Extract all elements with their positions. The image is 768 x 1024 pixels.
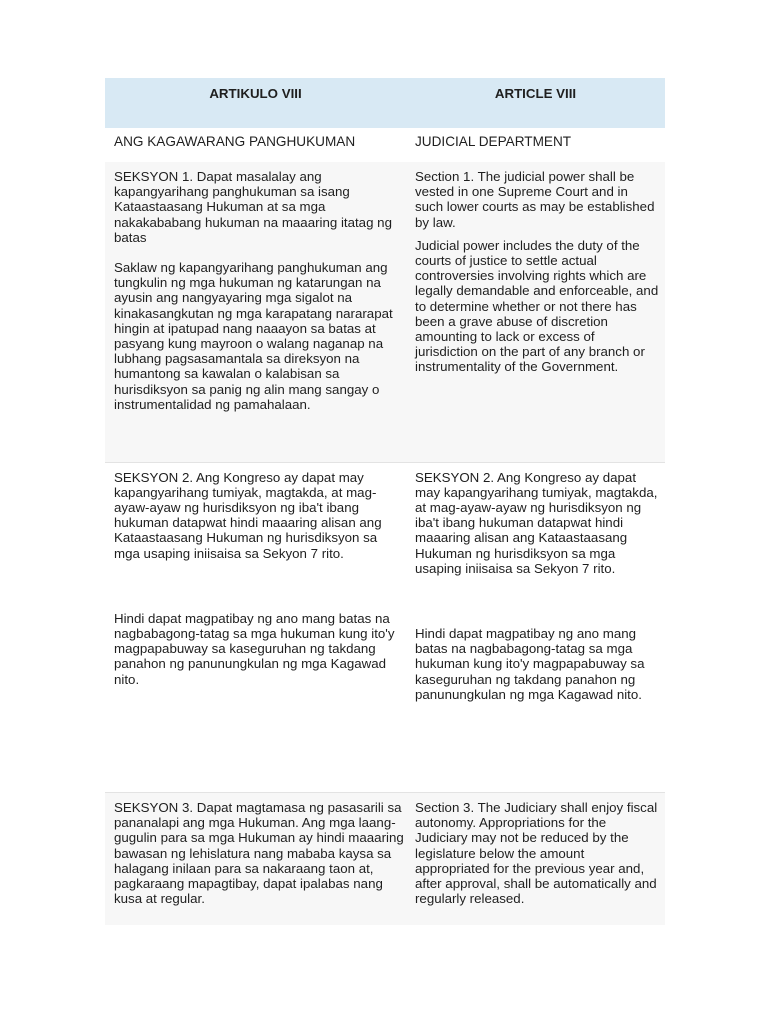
section-3-left: SEKSYON 3. Dapat magtamasa ng pasasarili sa pananalapi ang mga Hukuman. Ang mga laang-gugulin para sa mga Hukuman ay hindi maaaring bawasan ng lehislatura nang mababa kaysa sa halagang inilaan para sa nakaraang taon at, pagkaraang mapagtibay, dapat ipalabas nang kusa at regular. xyxy=(105,793,406,925)
section-2-row xyxy=(105,463,665,793)
section-2-right xyxy=(406,463,665,793)
section-2-right-para-1: SEKSYON 2. Ang Kongreso ay dapat may kapangyarihang tumiyak, magtakda, at mag-ayaw-ayaw ng hurisdiksyon ng iba't ibang hukuman datapwat hindi maaaring alisan ang Kataastaasang Hukuman ng hurisdiksyon sa mga usaping iniisaisa sa Sekyon 7 rito. xyxy=(415,469,658,576)
section-3-row xyxy=(105,793,665,925)
section-2-left xyxy=(105,463,406,793)
section-1-left-para-1: SEKSYON 1. Dapat masalalay ang kapangyarihang panghukuman sa isang Kataastaasang Hukuman at sa mga nakakababang hukuman na maaaring itatag ng batas xyxy=(114,169,392,245)
section-2-left-para-2: Hindi dapat magpatibay ng ano mang batas na nagbabagong-tatag sa mga hukuman kung ito'y magpapabuway sa kaseguruhan ng takdang panahon ng panunungkulan ng mga Kagawad nito. xyxy=(114,610,395,687)
section-3-right: Section 3. The Judiciary shall enjoy fiscal autonomy. Appropriations for the Judiciary may not be reduced by the legislature below the amount appropriated for the previous year and, after approval, shall be automatically and regularly released. xyxy=(406,793,665,925)
constitution-table xyxy=(105,78,665,925)
section-1-right-para-1: Section 1. The judicial power shall be vested in one Supreme Court and in such lower courts as may be established by law. xyxy=(415,169,655,230)
department-left: ANG KAGAWARANG PANGHUKUMAN xyxy=(114,134,356,149)
section-1-right-para-2: Judicial power includes the duty of the courts of justice to settle actual controversies involving rights which are legally demandable and enforceable, and to determine whether or not there has been a grave abuse of discretion amounting to lack or excess of jurisdiction on the part of any branch or instrumentality of the Government. xyxy=(415,237,659,375)
section-1-left-para-2: Saklaw ng kapangyarihang panghukuman ang tungkulin ng mga hukuman ng katarungan na ayusin ang nangyayaring mga sigalot na kinakasangkutan ng mga karapatang nararapat hingin at ipatupad nang naaayon sa batas at pasyang kung mayroon o walang naganap na lubhang pagsasamantala sa direksyon na humantong sa kawalan o kalabisan sa hurisdiksyon sa panig ng alin mang sangay o instrumentalidad ng pamahalaan. xyxy=(114,260,393,412)
header-row xyxy=(105,78,665,128)
section-2-left-para-1: SEKSYON 2. Ang Kongreso ay dapat may kapangyarihang tumiyak, magtakda, at mag-ayaw-ayaw ng hurisdiksyon ng iba't ibang hukuman datapwat hindi maaaring alisan ang Kataastaasang Hukuman ng hurisdiksyon sa mga usaping iniisaisa sa Sekyon 7 rito. xyxy=(114,469,382,561)
header-left: ARTIKULO VIII xyxy=(105,78,406,128)
department-row xyxy=(105,128,665,162)
header-right: ARTICLE VIII xyxy=(406,78,665,128)
section-1-left xyxy=(105,162,406,462)
section-2-right-para-2: Hindi dapat magpatibay ng ano mang batas na nagbabagong-tatag sa mga hukuman kung ito'y magpapabuway sa kaseguruhan ng takdang panahon ng panunungkulan ng mga Kagawad nito. xyxy=(415,625,645,702)
section-1-right xyxy=(406,162,665,462)
section-1-row xyxy=(105,162,665,462)
department-right: JUDICIAL DEPARTMENT xyxy=(415,134,572,149)
